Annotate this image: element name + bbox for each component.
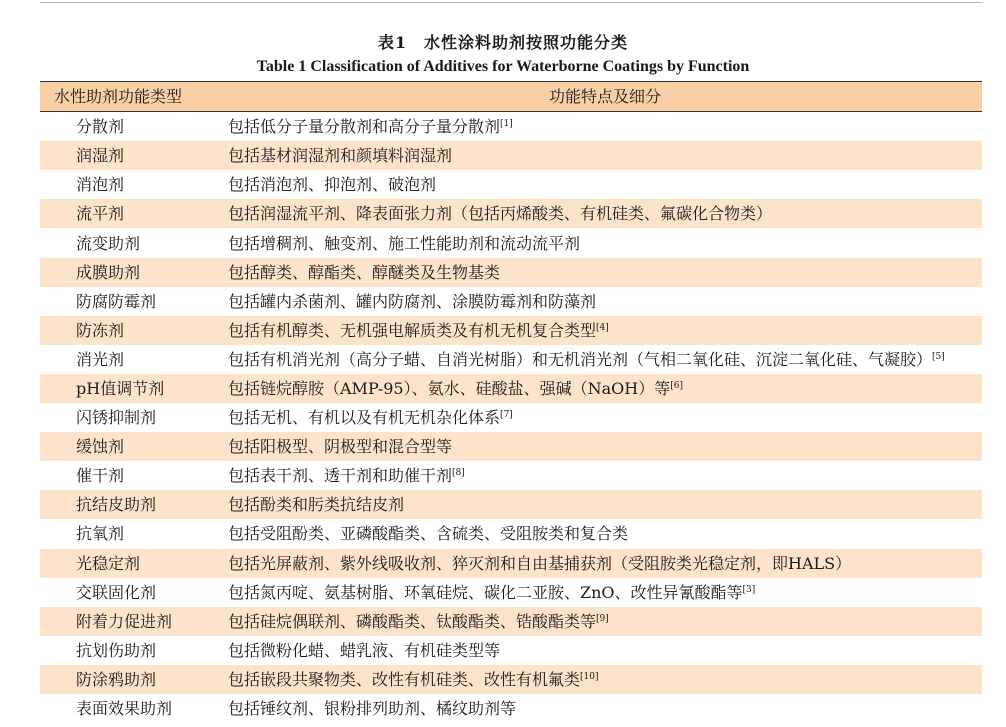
table-row	[40, 316, 982, 345]
table-body	[40, 112, 982, 723]
table-row	[40, 345, 982, 374]
header-function-type: 水性助剂功能类型	[40, 82, 228, 112]
cell-function-type: 光稳定剂	[40, 549, 228, 578]
cell-features: 包括有机醇类、无机强电解质类及有机无机复合类型[4]	[228, 316, 982, 345]
table-row	[40, 228, 982, 257]
cell-function-type: 成膜助剂	[40, 258, 228, 287]
cell-function-type: 防腐防霉剂	[76, 291, 157, 311]
cell-function-type: 分散剂	[76, 117, 125, 137]
citation-marker: [5]	[932, 351, 945, 362]
cell-function-type: 防涂鸦助剂	[40, 665, 228, 694]
citation-marker: [1]	[500, 119, 513, 130]
additives-table	[40, 81, 982, 723]
citation-marker: [8]	[452, 468, 465, 479]
cell-function-type: 抗结皮助剂	[40, 490, 228, 519]
cell-features: 包括醇类、醇酯类、醇醚类及生物基类	[228, 258, 982, 287]
table-row	[40, 490, 982, 519]
cell-features: 包括润湿流平剂、降表面张力剂（包括丙烯酸类、有机硅类、氟碳化合物类）	[228, 199, 982, 228]
cell-features: 包括受阻酚类、亚磷酸酯类、含硫类、受阻胺类和复合类	[228, 524, 629, 544]
citation-marker: [3]	[742, 584, 756, 595]
cell-features: 包括无机、有机以及有机无机杂化体系[7]	[228, 408, 513, 428]
table-row	[40, 665, 982, 694]
table-row	[40, 403, 982, 432]
cell-function-type: 催干剂	[76, 466, 125, 486]
table-header-row	[40, 82, 982, 112]
cell-features: 包括氮丙啶、氨基树脂、环氧硅烷、碳化二亚胺、ZnO、改性异氰酸酯等[3]	[228, 582, 756, 602]
cell-features: 包括增稠剂、触变剂、施工性能助剂和流动流平剂	[228, 233, 581, 253]
cell-features: 包括消泡剂、抑泡剂、破泡剂	[228, 175, 437, 195]
cell-function-type: 闪锈抑制剂	[76, 408, 157, 428]
cell-function-type: 抗氧剂	[76, 524, 125, 544]
cell-function-type: 消光剂	[76, 349, 125, 369]
citation-marker: [4]	[596, 322, 609, 333]
top-rule	[40, 2, 982, 3]
cell-features: 包括硅烷偶联剂、磷酸酯类、钛酸酯类、锆酸酯类等[9]	[228, 607, 982, 636]
table-row	[40, 258, 982, 287]
table-row	[40, 694, 982, 723]
cell-function-type: 表面效果助剂	[76, 699, 173, 719]
cell-features: 包括有机消光剂（高分子蜡、自消光树脂）和无机消光剂（气相二氧化硅、沉淀二氧化硅、气凝胶）[5]	[228, 349, 945, 369]
table-row	[40, 199, 982, 228]
table-caption-zh: 表1 水性涂料助剂按照功能分类	[377, 33, 629, 52]
table-row	[40, 141, 982, 170]
cell-features: 包括嵌段共聚物类、改性有机硅类、改性有机氟类[10]	[228, 665, 982, 694]
cell-features: 包括锤纹剂、银粉排列助剂、橘纹助剂等	[228, 699, 517, 719]
cell-function-type: 消泡剂	[76, 175, 125, 195]
cell-function-type: 流变助剂	[76, 233, 141, 253]
cell-features: 包括表干剂、透干剂和助催干剂[8]	[228, 466, 465, 486]
table-row	[40, 636, 982, 665]
cell-function-type: 附着力促进剂	[40, 607, 228, 636]
header-features: 功能特点及细分	[228, 82, 982, 112]
table-row	[40, 578, 982, 607]
cell-function-type: 防冻剂	[40, 316, 228, 345]
citation-marker: [9]	[596, 613, 609, 624]
table-row	[40, 170, 982, 199]
cell-function-type: 抗划伤助剂	[76, 640, 157, 660]
cell-features: 包括光屏蔽剂、紫外线吸收剂、猝灭剂和自由基捕获剂（受阻胺类光稳定剂，即HALS）	[228, 549, 982, 578]
cell-function-type: 交联固化剂	[76, 582, 157, 602]
cell-function-type: 缓蚀剂	[40, 432, 228, 461]
cell-features: 包括酚类和肟类抗结皮剂	[228, 490, 982, 519]
table-row	[40, 432, 982, 461]
cell-features: 包括阳极型、阴极型和混合型等	[228, 432, 982, 461]
citation-marker: [6]	[670, 380, 683, 391]
table-row	[40, 519, 982, 548]
table-row	[40, 549, 982, 578]
cell-features: 包括罐内杀菌剂、罐内防腐剂、涂膜防霉剂和防藻剂	[228, 291, 597, 311]
cell-features: 包括微粉化蜡、蜡乳液、有机硅类型等	[228, 640, 501, 660]
table-row	[40, 374, 982, 403]
citation-marker: [10]	[580, 671, 599, 682]
cell-features: 包括低分子量分散剂和高分子量分散剂[1]	[228, 117, 513, 137]
cell-function-type: 润湿剂	[40, 141, 228, 170]
cell-features: 包括链烷醇胺（AMP-95）、氨水、硅酸盐、强碱（NaOH）等[6]	[228, 374, 982, 403]
table-caption-en: Table 1 Classification of Additives for Waterborne Coatings by Function	[256, 58, 750, 75]
citation-marker: [7]	[500, 410, 513, 421]
cell-features: 包括基材润湿剂和颜填料润湿剂	[228, 141, 982, 170]
table-row	[40, 607, 982, 636]
cell-function-type: pH值调节剂	[40, 374, 228, 403]
table-row	[40, 461, 982, 490]
cell-function-type: 流平剂	[40, 199, 228, 228]
table-row	[40, 287, 982, 316]
table-row	[40, 112, 982, 142]
